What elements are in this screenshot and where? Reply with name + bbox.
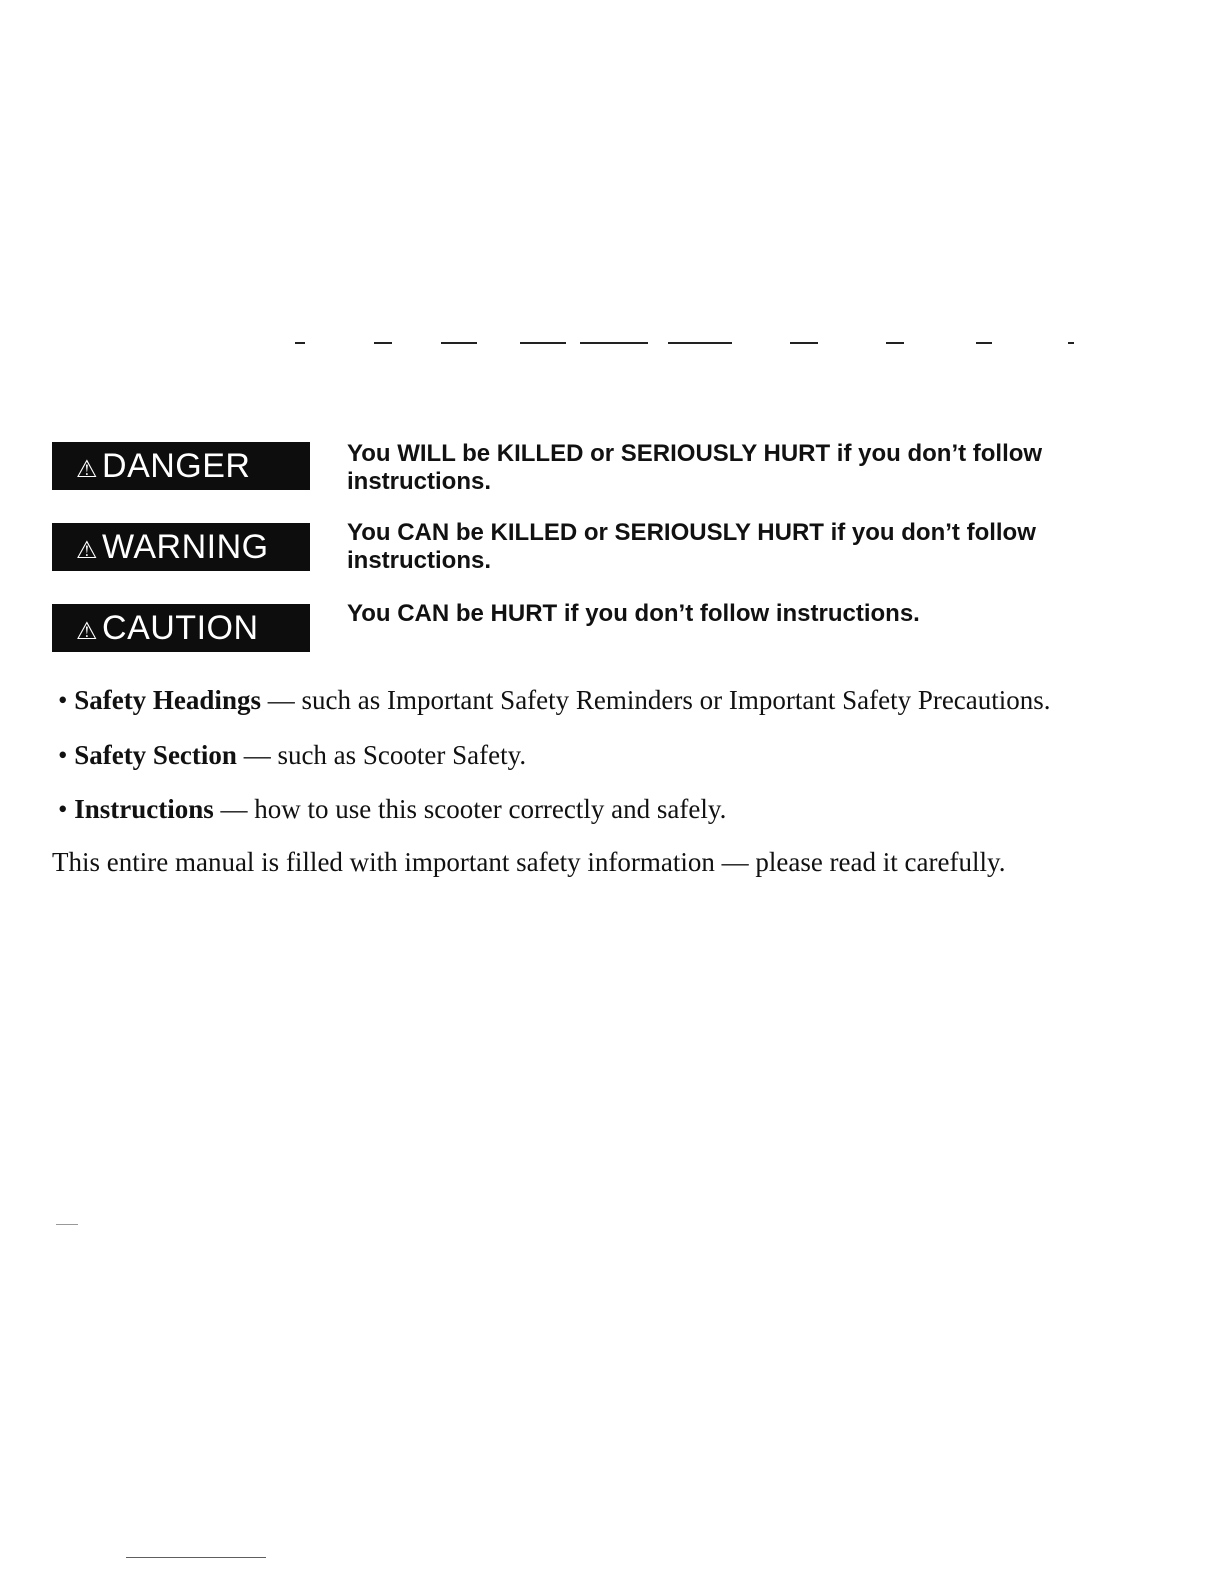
bullet-dot: • (58, 740, 75, 770)
list-item-description: — such as Important Safety Reminders or Important Safety Precautions. (260, 685, 1051, 715)
dash-segment (580, 342, 648, 344)
dash-segment (668, 342, 732, 344)
bullet-dot: • (58, 685, 75, 715)
list-item-safety-headings (58, 684, 1051, 716)
dash-segment (886, 342, 904, 344)
danger-label-text: DANGER (102, 446, 251, 485)
list-item-safety-section (58, 739, 526, 771)
list-item-description: — how to use this scooter correctly and safely. (213, 794, 727, 824)
danger-description: You WILL be KILLED or SERIOUSLY HURT if you don’t follow instructions. (347, 440, 1043, 495)
list-item-description: — such as Scooter Safety. (236, 740, 527, 770)
summary-paragraph: This entire manual is filled with important safety information — please read it carefully. (52, 847, 1006, 877)
warning-description: You CAN be KILLED or SERIOUSLY HURT if you don’t follow instructions. (347, 519, 1036, 574)
dash-segment (1068, 342, 1074, 344)
list-item-term: Safety Section (74, 740, 237, 770)
dash-segment (976, 342, 992, 344)
caution-description: You CAN be HURT if you don’t follow instructions. (347, 600, 920, 627)
list-item-term: Instructions (74, 794, 214, 824)
margin-mark (56, 1224, 78, 1225)
caution-label (52, 604, 310, 652)
list-item-term: Safety Headings (74, 685, 261, 715)
warning-triangle-icon: ⚠ (76, 455, 99, 483)
dash-segment (441, 342, 477, 344)
dash-segment (374, 342, 392, 344)
caution-label-text: CAUTION (102, 608, 259, 647)
warning-triangle-icon: ⚠ (76, 617, 99, 645)
dash-segment (790, 342, 818, 344)
dash-segment (520, 342, 566, 344)
list-item-instructions (58, 793, 726, 825)
warning-label (52, 523, 310, 571)
danger-label (52, 442, 310, 490)
dash-segment (295, 342, 305, 344)
warning-label-text: WARNING (102, 527, 269, 566)
footer-rule (126, 1557, 266, 1558)
bullet-dot: • (58, 794, 75, 824)
warning-triangle-icon: ⚠ (76, 536, 99, 564)
